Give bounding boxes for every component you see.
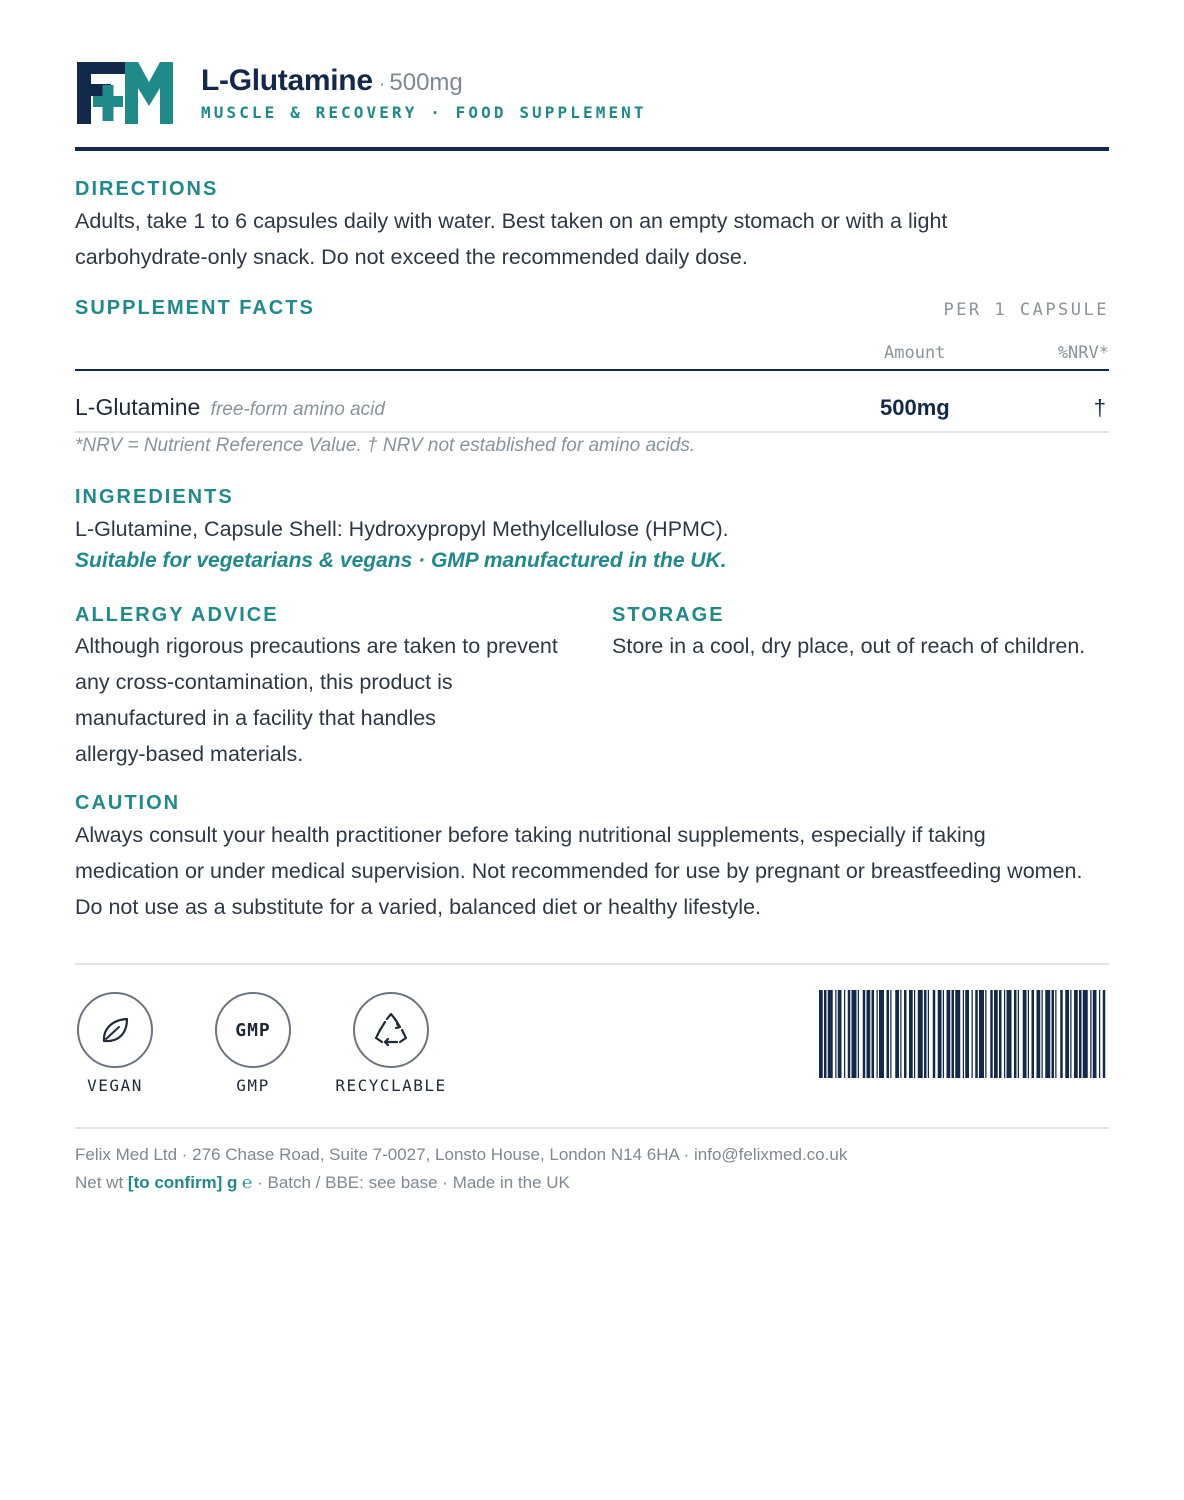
barcode-bar [1099, 990, 1100, 1078]
gmp-icon: GMP [235, 1019, 271, 1041]
allergy-heading: ALLERGY ADVICE [75, 604, 279, 626]
nutrient-name: L-Glutamine [75, 394, 201, 420]
barcode-bar [1023, 990, 1027, 1078]
barcode-bar [828, 990, 833, 1078]
allergy-text [75, 628, 595, 772]
barcode-bar [1042, 990, 1043, 1078]
barcode-bar [1093, 990, 1097, 1078]
barcode-bar [838, 990, 842, 1078]
barcode-bar [918, 990, 923, 1078]
barcode-bar [858, 990, 859, 1078]
recyclable-badge-label: RECYCLABLE [335, 1076, 447, 1095]
leaf-icon [97, 1012, 133, 1048]
brand-logo [75, 58, 175, 128]
barcode-bar [965, 990, 969, 1078]
barcode-bar [867, 990, 871, 1078]
barcode-bar [1055, 990, 1056, 1078]
barcode-bar [1032, 990, 1035, 1078]
barcode-bar [890, 990, 891, 1078]
barcode-bar [938, 990, 942, 1078]
ingredients-text: L-Glutamine, Capsule Shell: Hydroxypropyl Methylcellulose (HPMC). [75, 517, 729, 541]
net-weight-line [75, 1173, 570, 1193]
nrv-footnote: *NRV = Nutrient Reference Value. † NRV not established for amino acids. [75, 435, 696, 456]
caution-line: Always consult your health practitioner before taking nutritional supplements, especially if taking [75, 823, 986, 847]
barcode-bar [900, 990, 901, 1078]
barcode-bar [1079, 990, 1082, 1078]
dietary-note: Suitable for vegetarians & vegans · GMP manufactured in the UK. [75, 549, 727, 572]
barcode-bar [1103, 990, 1106, 1078]
gmp-badge [215, 992, 291, 1068]
serving-size: PER 1 CAPSULE [943, 300, 1109, 320]
barcode-bar [824, 990, 827, 1078]
barcode-bar [1018, 990, 1019, 1078]
barcode-bar [1014, 990, 1017, 1078]
barcode-bar [1052, 990, 1055, 1078]
barcode-bar [909, 990, 913, 1078]
barcode-bar [1004, 990, 1005, 1078]
caution-line: medication or under medical supervision. Not recommended for use by pregnant or breastfeeding women. [75, 859, 1083, 883]
allergy-line: manufactured in a facility that handles [75, 706, 436, 730]
barcode-bar [1028, 990, 1029, 1078]
facts-header-rule [75, 369, 1109, 371]
barcode-bar [947, 990, 951, 1078]
barcode-bar [928, 990, 929, 1078]
directions-line: carbohydrate-only snack. Do not exceed the recommended daily dose. [75, 245, 748, 269]
barcode-bar [887, 990, 890, 1078]
label-header [75, 58, 1109, 152]
vegan-badge [77, 992, 153, 1068]
nrv-column-header: %NRV* [1057, 343, 1109, 363]
net-weight-value: [to confirm] g ℮ [127, 1173, 253, 1192]
product-title [201, 64, 463, 98]
recycle-icon [371, 1010, 411, 1050]
barcode-bar [990, 990, 993, 1078]
storage-text: Store in a cool, dry place, out of reach of children. [612, 634, 1086, 658]
barcode-bar [879, 990, 884, 1078]
barcode-bar [877, 990, 878, 1078]
barcode-bar [933, 990, 936, 1078]
nutrient-cell [75, 394, 385, 421]
barcode-bar [1070, 990, 1071, 1078]
barcode-bar [924, 990, 927, 1078]
ingredients-heading: INGREDIENTS [75, 486, 234, 508]
barcode-bar [1037, 990, 1041, 1078]
barcode-bar [975, 990, 978, 1078]
barcode-bar [863, 990, 866, 1078]
barcode-bar [895, 990, 899, 1078]
barcode-bar [1045, 990, 1050, 1078]
allergy-line: allergy-based materials. [75, 742, 304, 766]
recyclable-badge [353, 992, 429, 1068]
net-weight-prefix: Net wt [75, 1173, 128, 1192]
facts-heading: SUPPLEMENT FACTS [75, 297, 315, 319]
allergy-line: Although rigorous precautions are taken to prevent [75, 634, 558, 658]
barcode-bar [955, 990, 960, 1078]
barcode-bar [1083, 990, 1088, 1078]
barcode-bar [979, 990, 984, 1078]
barcode-bar [943, 990, 944, 1078]
caution-line: Do not use as a substitute for a varied, balanced diet or healthy lifestyle. [75, 895, 762, 919]
nutrient-amount: 500mg [880, 395, 950, 420]
barcode-bar [994, 990, 998, 1078]
barcode-bar [1060, 990, 1063, 1078]
barcode-bar [999, 990, 1002, 1078]
company-address: Felix Med Ltd · 276 Chase Road, Suite 7-0027, Lonsto House, London N14 6HA · info@felixmed.co.uk [75, 1145, 848, 1164]
barcode-bar [914, 990, 915, 1078]
footer-rule [75, 1127, 1109, 1129]
caution-heading: CAUTION [75, 792, 181, 814]
directions-text [75, 203, 1109, 275]
directions-line: Adults, take 1 to 6 capsules daily with water. Best taken on an empty stomach or with a light [75, 209, 948, 233]
storage-heading: STORAGE [612, 604, 725, 626]
product-name: L-Glutamine [201, 64, 373, 97]
barcode-bar [835, 990, 836, 1078]
barcode-bar [963, 990, 964, 1078]
barcode-bar [844, 990, 845, 1078]
product-subtitle: MUSCLE & RECOVERY · FOOD SUPPLEMENT [201, 103, 647, 122]
barcode-bar [1065, 990, 1069, 1078]
product-strength: 500mg [389, 69, 463, 96]
barcode-bar [1090, 990, 1091, 1078]
barcode-bar [819, 990, 823, 1078]
amount-column-header: Amount [884, 343, 946, 363]
product-barcode [817, 990, 1107, 1078]
barcode-bar [852, 990, 857, 1078]
caution-text [75, 817, 1109, 925]
title-separator: · [378, 73, 386, 95]
barcode-bar [1007, 990, 1012, 1078]
nutrient-nrv: † [1093, 395, 1106, 420]
gmp-badge-label: GMP [236, 1076, 270, 1095]
vegan-badge-label: VEGAN [87, 1076, 143, 1095]
allergy-line: any cross-contamination, this product is [75, 670, 453, 694]
barcode-bar [848, 990, 851, 1078]
barcode-bar [1074, 990, 1078, 1078]
barcode-bar [972, 990, 973, 1078]
nutrient-description: free-form amino acid [210, 399, 385, 420]
barcode-bar [985, 990, 986, 1078]
barcode-bar [904, 990, 907, 1078]
directions-heading: DIRECTIONS [75, 178, 219, 200]
badges-top-rule [75, 963, 1109, 965]
barcode-bar [872, 990, 875, 1078]
header-divider [75, 147, 1109, 151]
facts-row-rule [75, 431, 1109, 433]
batch-info: · Batch / BBE: see base · Made in the UK [252, 1173, 570, 1192]
barcode-bar [952, 990, 955, 1078]
